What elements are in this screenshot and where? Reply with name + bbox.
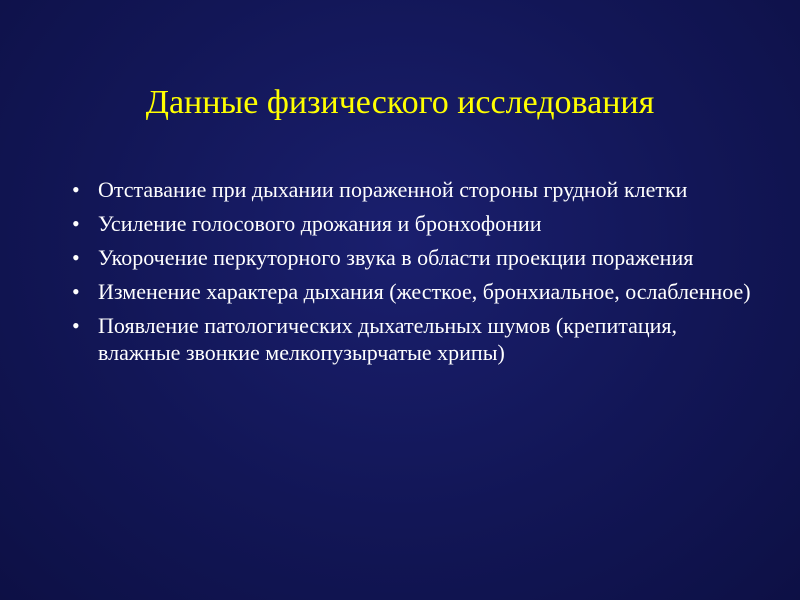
bullet-icon: •	[72, 245, 80, 270]
bullet-text: Изменение характера дыхания (жесткое, бронхиальное, ослабленное)	[98, 279, 751, 304]
bullet-text: Усиление голосового дрожания и бронхофонии	[98, 211, 542, 236]
bullet-icon: •	[72, 211, 80, 236]
list-item	[72, 176, 752, 203]
bullet-text: Отставание при дыхании пораженной стороны грудной клетки	[98, 177, 688, 202]
bullet-icon: •	[72, 313, 80, 338]
slide-title: Данные физического исследования	[145, 84, 655, 121]
list-item	[72, 210, 752, 237]
bullet-text: Укорочение перкуторного звука в области проекции поражения	[98, 245, 694, 270]
list-item	[72, 244, 752, 271]
bullet-list	[72, 176, 752, 373]
bullet-icon: •	[72, 279, 80, 304]
list-item	[72, 312, 752, 366]
bullet-text: Появление патологических дыхательных шумов (крепитация, влажные звонкие мелкопузырчатые хрипы)	[98, 313, 678, 365]
bullet-icon: •	[72, 177, 80, 202]
list-item	[72, 278, 752, 305]
